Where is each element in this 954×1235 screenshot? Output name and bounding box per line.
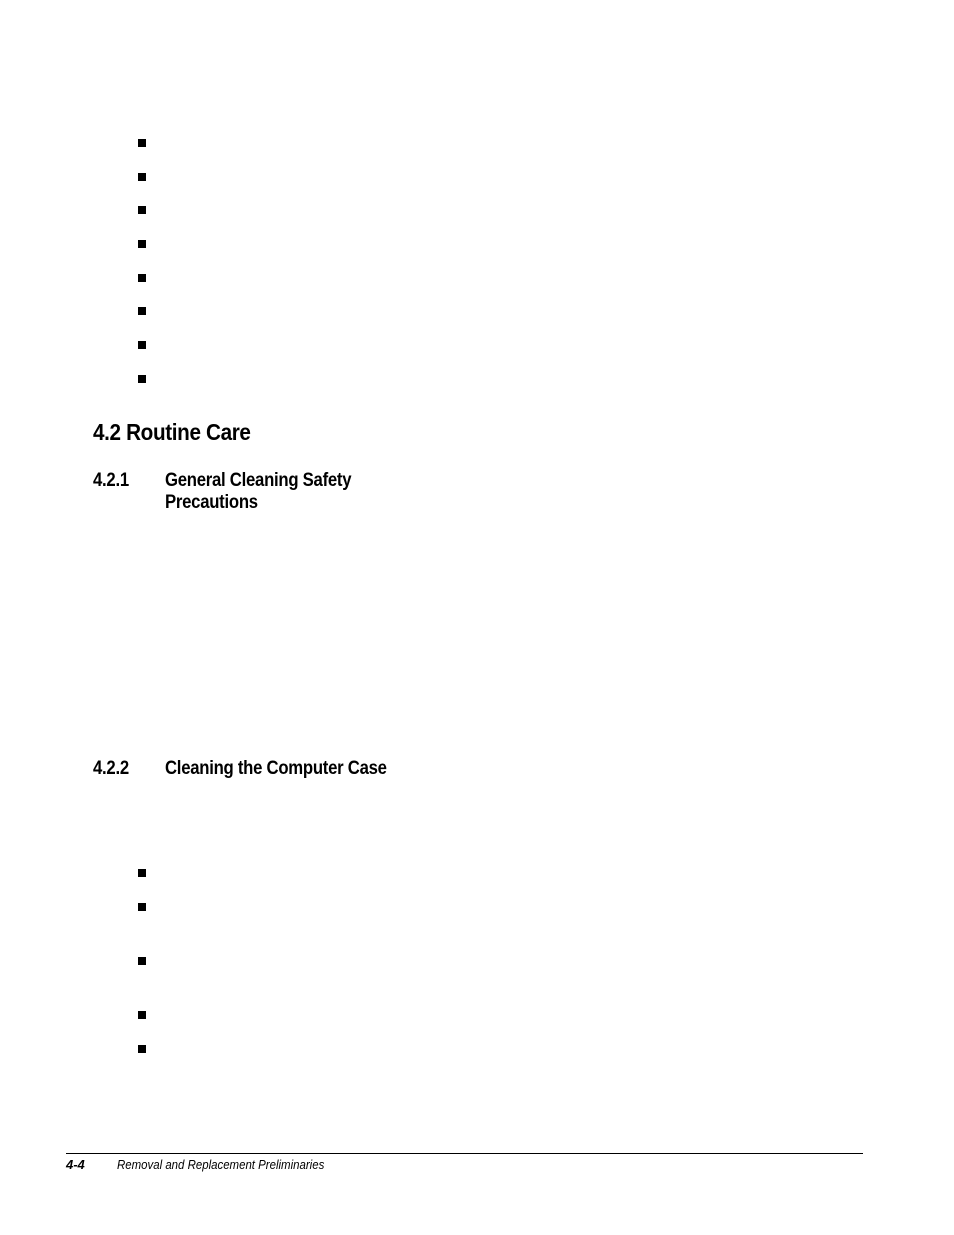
case-list-bullet-3 bbox=[138, 957, 146, 965]
case-list-bullet-4 bbox=[138, 1011, 146, 1019]
list-bullet-1 bbox=[138, 139, 146, 147]
case-list-bullet-1 bbox=[138, 869, 146, 877]
list-bullet-7 bbox=[138, 341, 146, 349]
list-bullet-3 bbox=[138, 206, 146, 214]
footer-divider bbox=[66, 1153, 863, 1154]
subsection-title-4-2-1-line2: Precautions bbox=[165, 492, 258, 513]
section-title: 4.2 Routine Care bbox=[93, 419, 251, 445]
list-bullet-4 bbox=[138, 240, 146, 248]
footer-running-title: Removal and Replacement Preliminaries bbox=[117, 1157, 325, 1172]
footer-page-number: 4-4 bbox=[66, 1157, 85, 1172]
subsection-number-4-2-1: 4.2.1 bbox=[93, 470, 129, 491]
subsection-title-4-2-2: Cleaning the Computer Case bbox=[165, 758, 387, 779]
list-bullet-8 bbox=[138, 375, 146, 383]
case-list-bullet-5 bbox=[138, 1045, 146, 1053]
case-list-bullet-2 bbox=[138, 903, 146, 911]
list-bullet-2 bbox=[138, 173, 146, 181]
list-bullet-5 bbox=[138, 274, 146, 282]
subsection-title-4-2-1-line1: General Cleaning Safety bbox=[165, 470, 352, 491]
subsection-number-4-2-2: 4.2.2 bbox=[93, 758, 129, 779]
list-bullet-6 bbox=[138, 307, 146, 315]
